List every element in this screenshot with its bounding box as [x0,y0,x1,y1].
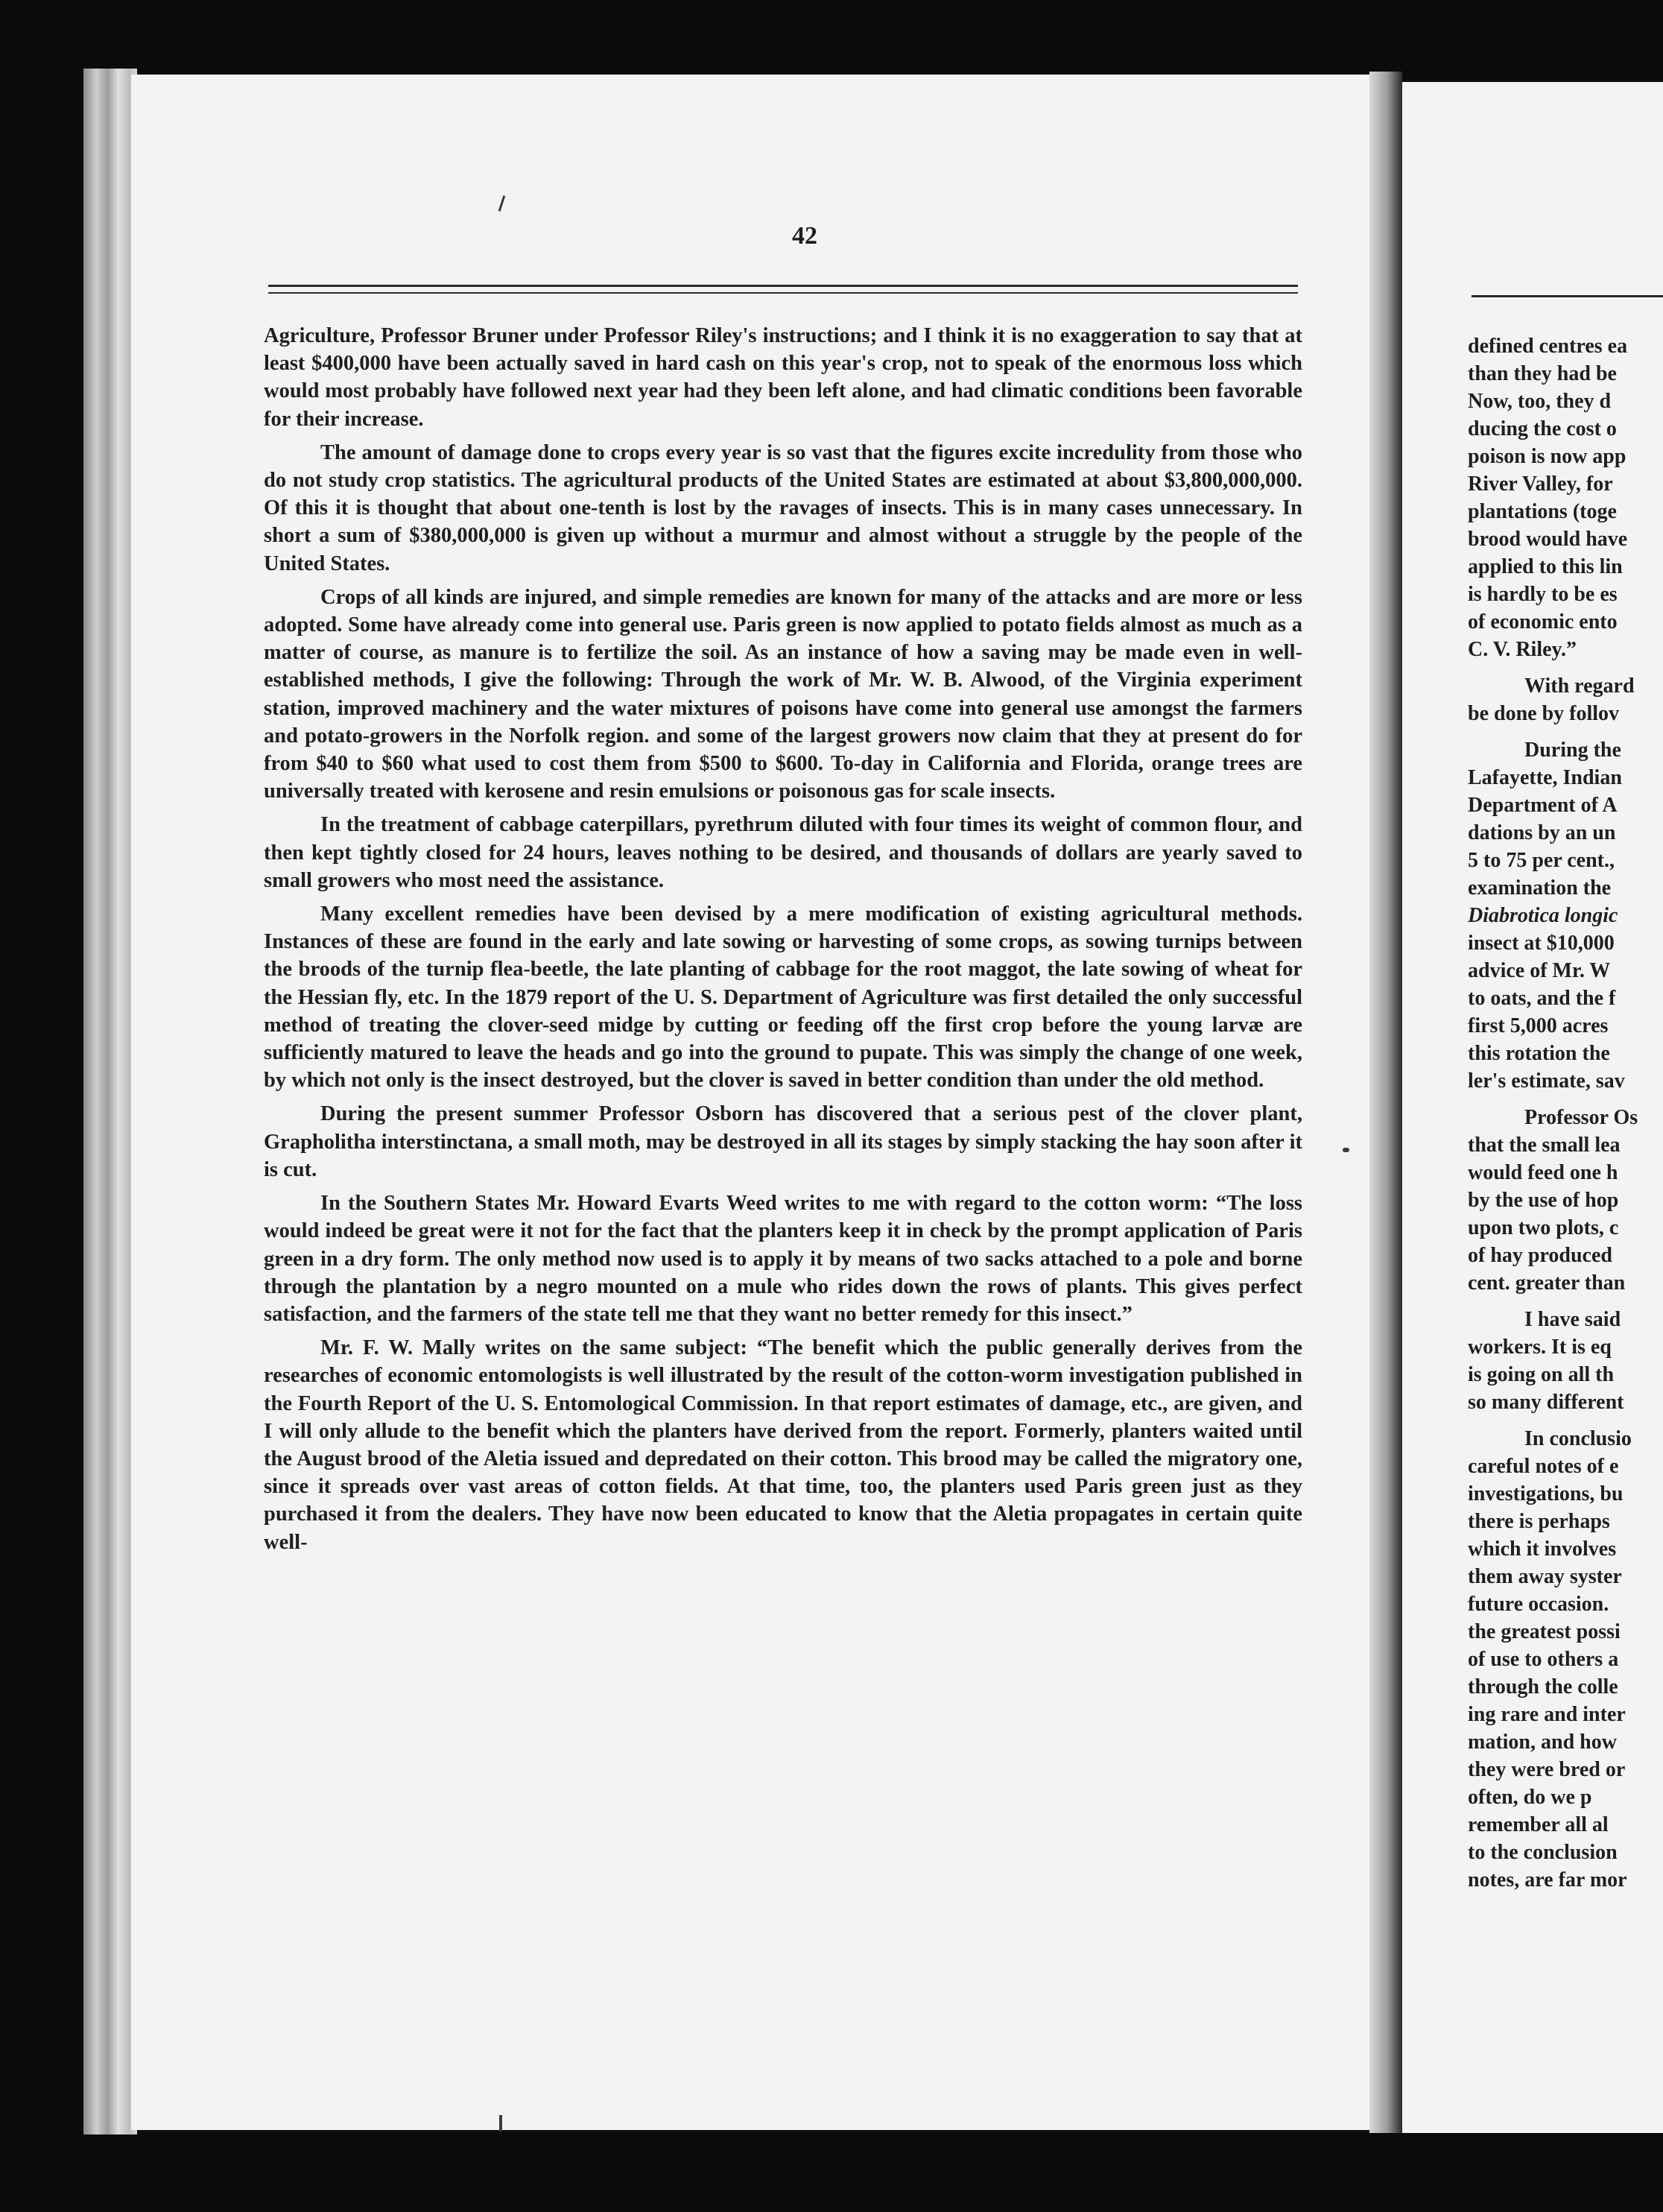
book-page-edges [83,69,137,2134]
text-line: With regard [1524,674,1635,698]
text-line: Now, too, they d [1468,390,1612,413]
paragraph: Crops of all kinds are injured, and simple remedies are known for many of the attacks and are more or less adopted. Some have already come into general use. Paris green is now applied to potato fields almost as much as a matter of course, as manure is to fertilize the soil. As an instance of how a saving may be made even in well-established methods, I give the following: Through the work of Mr. W. B. Alwood, of the Virginia experiment station, improved machinery and the water mixtures of poisons have come into general use amongst the farmers and potato-growers in the Norfolk region. and some of the largest growers now claim that they at present do for from $40 to $60 what used to cost them from $500 to $600. To-day in California and Florida, orange trees are universally treated with kerosene and resin emulsions or poisonous gas for scale insects. [264,585,1302,803]
text-line: of use to others a [1468,1648,1619,1671]
text-line: During the [1524,739,1621,762]
text-line: be done by follov [1468,702,1620,725]
text-line: mation, and how [1468,1731,1617,1754]
text-line: which it involves [1468,1538,1617,1561]
text-line: so many different [1468,1391,1624,1414]
text-line: there is perhaps [1468,1510,1610,1533]
text-line: investigations, bu [1468,1482,1624,1505]
text-line: through the colle [1468,1675,1618,1698]
paragraph: In the treatment of cabbage caterpillars, pyrethrum diluted with four times its weight of common flour, and then kept tightly closed for 24 hours, leaves nothing to be desired, and thousands of dollars are yearly saved to small growers who most need the assistance. [264,813,1302,892]
text-line: remember all al [1468,1813,1609,1836]
text-line: first 5,000 acres [1468,1014,1609,1037]
text-line: is going on all th [1468,1363,1615,1386]
text-line: poison is now app [1468,445,1626,468]
text-line: often, do we p [1468,1786,1592,1809]
text-line: plantations (toge [1468,500,1617,523]
book-gutter [1369,72,1402,2133]
text-line: of economic ento [1468,610,1618,633]
left-page-body [264,322,1302,1562]
text-line: of hay produced [1468,1244,1612,1267]
ink-speck [499,2115,502,2132]
header-rule-bottom [268,292,1298,294]
text-line: 5 to 75 per cent., [1468,849,1615,872]
text-line: notes, are far mor [1468,1868,1627,1892]
text-line: In conclusio [1524,1427,1632,1450]
text-line: careful notes of e [1468,1455,1619,1478]
text-line: ducing the cost o [1468,417,1617,440]
text-line: Department of A [1468,794,1618,817]
text-line: ler's estimate, sav [1468,1069,1625,1093]
text-line: I have said [1524,1308,1621,1331]
text-line: C. V. Riley.” [1468,638,1577,661]
text-line: this rotation the [1468,1042,1610,1065]
text-line: brood would have [1468,528,1628,551]
paragraph: In the Southern States Mr. Howard Evarts Weed writes to me with regard to the cotton worm: “The loss would indeed be great were it not for the fact that the planters keep it in check by the prompt application of Paris green in a dry form. The only method now used is to apply it by means of two sacks attached to a pole and borne through the plantation by a negro mounted on a mule who rides down the rows of plants. This gives perfect satisfaction, and the farmers of the state tell me that they want no better remedy for this insect.” [264,1192,1302,1326]
text-line: Lafayette, Indian [1468,766,1622,789]
paragraph: Mr. F. W. Mally writes on the same subject: “The benefit which the public generally derives from the researches of economic entomologists is well illustrated by the result of the cotton-worm investigation published in the Fourth Report of the U. S. Entomological Commission. In that report estimates of damage, etc., are given, and I will only allude to the benefit which the planters have derived from the report. Formerly, planters waited until the August brood of the Aletia issued and depredated on their cotton. This brood may be called the migratory one, since it spreads over vast areas of cotton fields. At that time, too, the planters used Paris green just as they purchased it from the dealers. They have now been educated to know that the Aletia propagates in certain quite well- [264,1336,1302,1554]
text-line: examination the [1468,876,1612,900]
text-line: is hardly to be es [1468,583,1618,606]
text-line: applied to this lin [1468,555,1623,578]
text-line: future occasion. [1468,1593,1609,1616]
text-line: than they had be [1468,362,1617,385]
paragraph: During the present summer Professor Osborn has discovered that a serious pest of the clover plant, Grapholitha interstinctana, a small moth, may be destroyed in all its stages by simply stacking the hay soon after it is cut. [264,1102,1302,1181]
text-line: upon two plots, c [1468,1216,1619,1239]
text-line: insect at $10,000 [1468,932,1615,955]
right-page-body [1468,332,1663,1894]
page-number: 42 [792,222,817,250]
text-line: cent. greater than [1468,1271,1626,1295]
text-line: workers. It is eq [1468,1336,1612,1359]
right-header-rule [1472,295,1663,297]
text-line: by the use of hop [1468,1189,1619,1212]
text-line: that the small lea [1468,1134,1621,1157]
text-line: River Valley, for [1468,473,1613,496]
text-line: the greatest possi [1468,1620,1621,1643]
text-line: dations by an un [1468,821,1616,844]
text-line: to oats, and the f [1468,987,1616,1010]
text-line: would feed one h [1468,1161,1618,1184]
text-line: they were bred or [1468,1758,1626,1781]
ink-speck [1343,1148,1349,1152]
text-line: Professor Os [1524,1106,1638,1129]
header-rule-top [268,285,1298,287]
text-line: to the conclusion [1468,1841,1618,1864]
text-line: ing rare and inter [1468,1703,1626,1726]
text-line: Diabrotica longic [1468,904,1618,927]
paragraph: The amount of damage done to crops every year is so vast that the figures excite incredulity from those who do not study crop statistics. The agricultural products of the United States are estimated at about $3,800,000,000. Of this it is thought that about one-tenth is lost by the ravages of insects. This is in many cases unnecessary. In short a sum of $380,000,000 is given up without a murmur and almost without a struggle by the people of the United States. [264,440,1302,575]
paragraph: Many excellent remedies have been devised by a mere modification of existing agricultural methods. Instances of these are found in the early and late sowing or harvesting of some crops, as sowing turnips between the broods of the turnip flea-beetle, the late planting of cabbage for the root maggot, the late sowing of wheat for the Hessian fly, etc. In the 1879 report of the U. S. Department of Agriculture was first detailed the only successful method of treating the clover-seed midge by cutting or feeding off the first crop before the young larvæ are sufficiently matured to leave the heads and go into the ground to pupate. This was simply the change of one week, by which not only is the insect destroyed, but the clover is saved in better condition than under the old method. [264,903,1302,1093]
text-line: advice of Mr. W [1468,959,1611,982]
text-line: defined centres ea [1468,335,1628,358]
text-line: them away syster [1468,1565,1622,1588]
paragraph: Agriculture, Professor Bruner under Professor Riley's instructions; and I think it is no exaggeration to say that at least $400,000 have been actually saved in hard cash on this year's crop, not to speak of the enormous loss which would most probably have followed next year had they been left alone, and had climatic conditions been favorable for their increase. [264,324,1302,431]
